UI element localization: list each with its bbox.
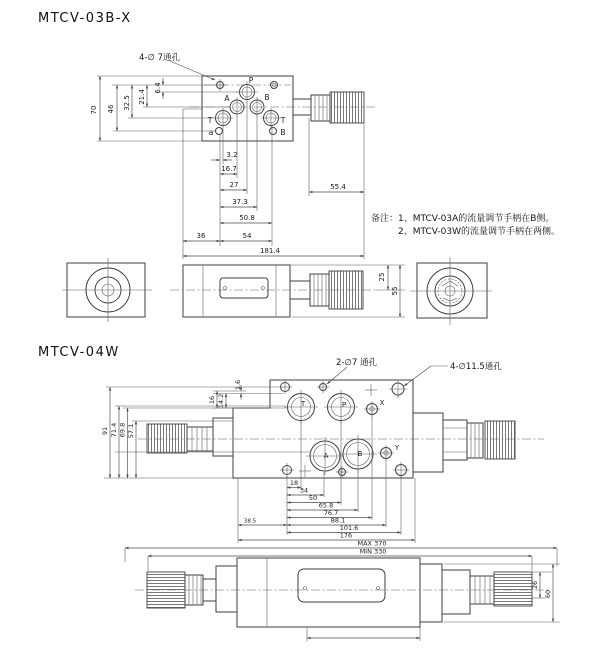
dim-71-4: 71.4 [110,422,118,438]
dim-69-8: 69.8 [118,422,127,438]
drawing2-port-X [364,401,380,417]
drawing2-left-dimensions [101,387,310,478]
dim-60: 60 [544,589,552,599]
dim-91: 91 [101,426,109,436]
dim-176: 176 [339,531,353,540]
drawing2-top-dimensions [208,380,283,408]
dim-46: 46 [107,104,115,114]
drawing2-small-hole-top [317,381,329,393]
dim-54: 54 [242,232,252,240]
drawing1-label-T-right: T [280,116,286,125]
dim-76-7: 76.7 [323,509,339,517]
drawing1-label-T-left: T [207,116,213,125]
drawing2-bolt-hole-top-left [278,380,292,394]
drawing2-bolt-hole-top-right [389,380,407,398]
dim-min-330: MIN 330 [359,547,387,556]
dim-14-2: 14.2 [217,393,225,409]
drawing2-small-hole-bottom [336,466,348,478]
dim-101-6: 101.6 [339,524,359,532]
dim-16-7: 16.7 [221,165,237,173]
drawing1-label-a-sub: a [208,128,214,137]
drawing2-hole-leader-small [327,367,347,384]
drawing2-bolt-hole-bottom-left [280,463,294,477]
drawing1-left-end-view [62,258,152,322]
drawing1-label-B: B [264,93,270,102]
dim-70: 70 [90,105,98,115]
drawing1-label-B-sub: B [280,128,286,137]
dim-25: 25 [378,272,386,282]
dim-34: 34 [299,486,309,495]
drawing2-center-mark-top [365,384,377,396]
drawing2-label-X: X [379,399,385,407]
dim-65-8: 65.8 [318,501,334,510]
drawing2-hole-callout-large: 4-∅11.5通孔 [450,362,502,372]
drawing2-side-view [135,558,560,641]
drawing2-label-B: B [357,450,363,458]
dim-38-5: 38.5 [243,518,257,525]
dim-57-1: 57.1 [127,423,135,439]
drawing2-label-T: T [300,400,306,408]
drawing1-note-line1: 备注：1、MTCV-03A的流量调节手柄在B侧。 [371,214,555,224]
dim-18: 18 [289,479,299,487]
dim-21-4: 21.4 [138,89,146,105]
drawing1-port-T-right [261,108,281,135]
drawing1-label-P: P [248,76,254,85]
dim-16: 16 [208,395,216,405]
drawing2-label-Y: Y [394,444,400,452]
dim-27: 27 [229,181,239,189]
drawing2-title: MTCV-04W [38,345,120,360]
dim-36: 36 [196,232,206,240]
dim-37-3: 37.3 [232,198,248,206]
drawing2-hole-leader-large [404,366,448,386]
dim-88-1: 88.1 [330,516,346,525]
drawing1-top-view [190,76,376,141]
drawing1-hole-leader-line [170,61,215,80]
dim-50-8: 50.8 [239,214,255,222]
drawing2-hole-callout-small: 2-∅7 通孔 [336,358,377,368]
drawing2-bolt-hole-bottom-right [393,462,409,478]
dim-6-4: 6.4 [154,82,162,94]
drawing1-right-end-view [410,257,492,325]
dim-max-370: MAX 370 [357,539,387,548]
dim-1-6: 1.6 [234,379,242,391]
drawing1-hole-callout: 4-∅ 7通孔 [139,53,180,63]
drawing2-label-A: A [323,452,329,460]
dim-26: 26 [531,580,539,590]
drawing1-label-A: A [224,94,230,103]
dim-55: 55 [391,286,399,296]
drawing1-front-view [170,265,376,317]
dim-55-4: 55.4 [330,183,346,191]
dim-3-2: 3.2 [226,151,238,159]
drawing2-label-P: P [341,401,347,409]
dim-50: 50 [308,494,318,502]
dim-181-4: 181.4 [259,247,281,255]
drawing1-port-P [236,81,258,103]
drawing1-note-line2: 2、MTCV-03W的流量调节手柄在两侧。 [398,227,560,237]
drawing1-title: MTCV-03B-X [38,11,132,26]
drawing2-port-Y [378,445,394,461]
dim-32-5: 32.5 [123,95,131,111]
